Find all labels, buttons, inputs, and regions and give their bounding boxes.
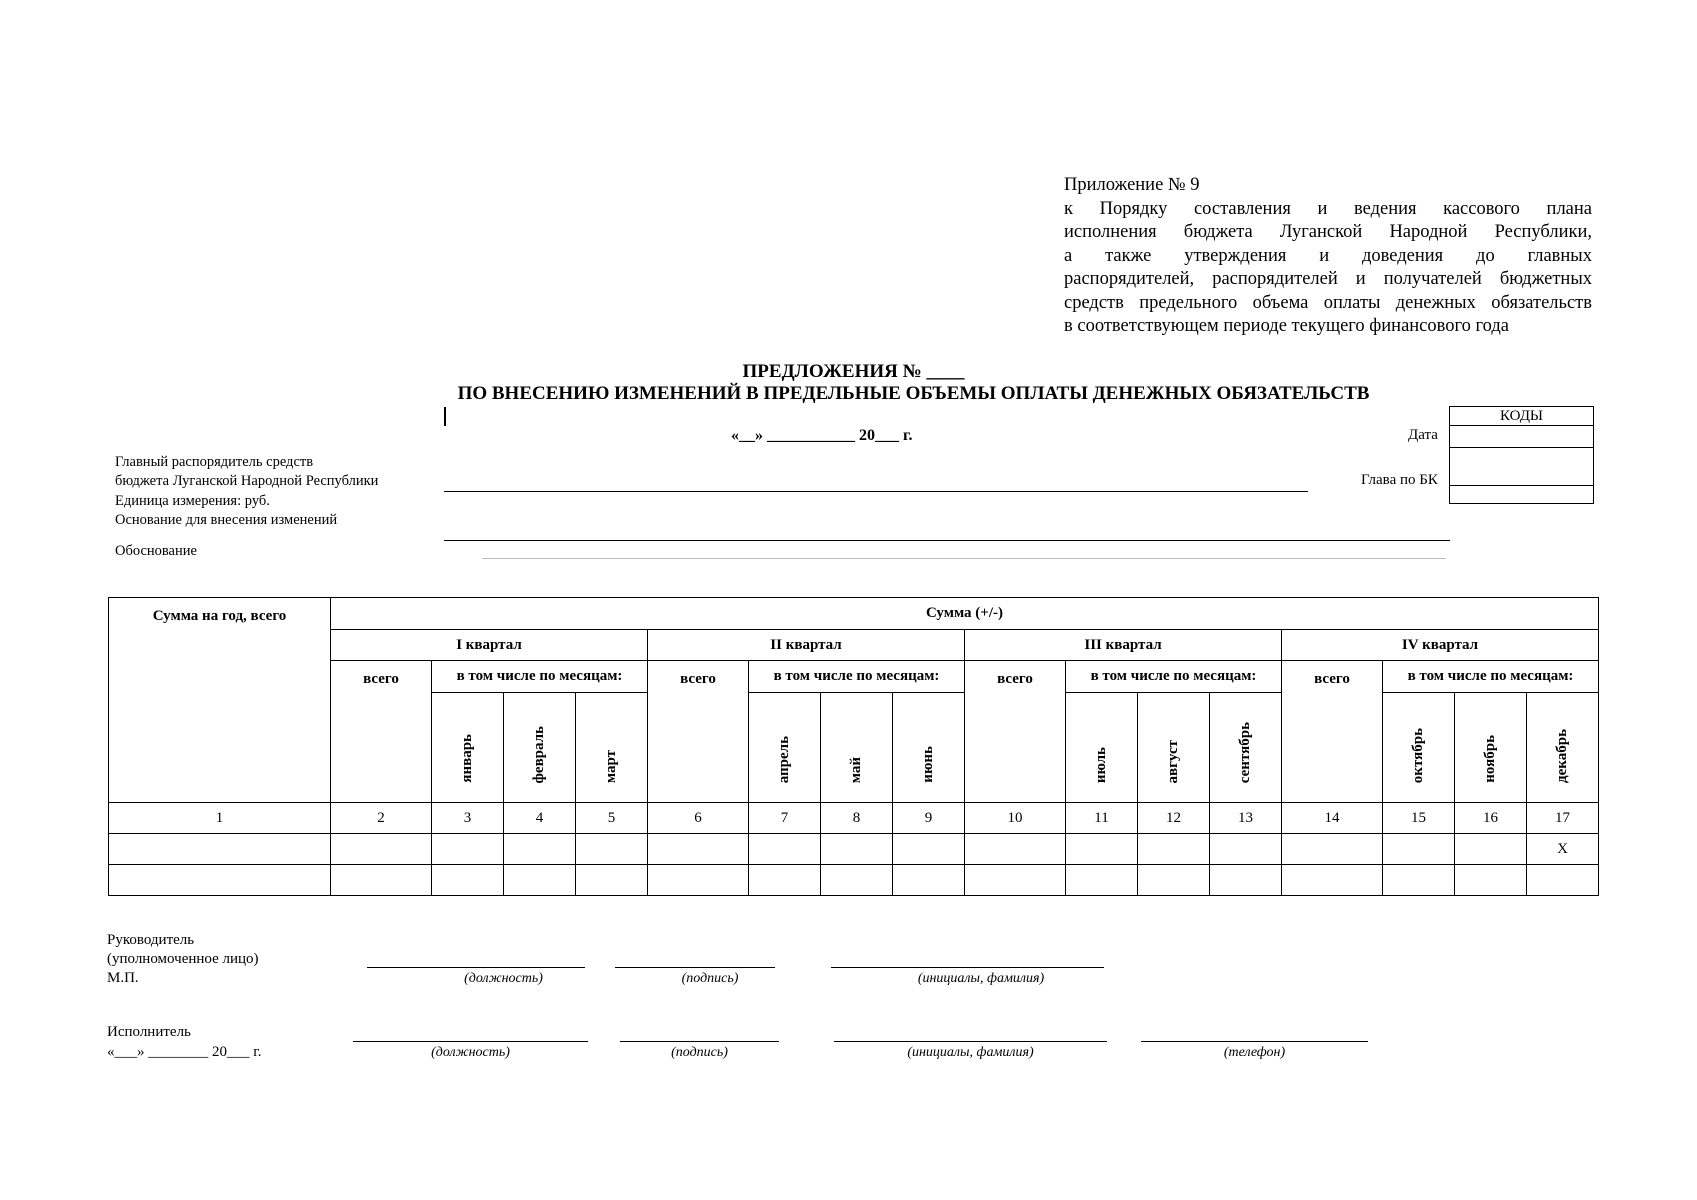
table-cell[interactable]: [576, 865, 648, 896]
unit-label: Единица измерения: руб.: [115, 493, 270, 509]
column-number: 13: [1210, 803, 1282, 834]
month-label: январь: [459, 734, 475, 783]
table-cell[interactable]: [432, 865, 504, 896]
column-number: 11: [1066, 803, 1138, 834]
table-cell[interactable]: [965, 834, 1066, 865]
table-cell[interactable]: [893, 834, 965, 865]
text-cursor: [444, 407, 446, 426]
codes-header: КОДЫ: [1450, 407, 1594, 426]
quarter-1-header: I квартал: [331, 630, 648, 661]
quarter-2-header: II квартал: [648, 630, 965, 661]
column-number: 10: [965, 803, 1066, 834]
executor-signature-caption: (подпись): [671, 1045, 728, 1060]
table-cell[interactable]: [1210, 865, 1282, 896]
month-header: [749, 693, 821, 803]
table-cell[interactable]: [648, 865, 749, 896]
executor-name-line[interactable]: [834, 1041, 1107, 1042]
document-date: «__» ___________ 20___ г.: [731, 427, 913, 444]
month-header: [1527, 693, 1599, 803]
column-number: 16: [1455, 803, 1527, 834]
month-label: декабрь: [1554, 729, 1570, 783]
justification-label: Обоснование: [115, 543, 197, 559]
table-cell[interactable]: [1210, 834, 1282, 865]
column-number: 6: [648, 803, 749, 834]
head-name-line[interactable]: [831, 967, 1104, 968]
executor-name-caption: (инициалы, фамилия): [907, 1045, 1034, 1060]
quarter-2-months-header: в том числе по месяцам:: [749, 661, 965, 693]
appendix-line: к Порядку составления и ведения кассового плана: [1064, 198, 1592, 219]
basis-input-line[interactable]: [444, 540, 1450, 541]
quarter-1-total: всего: [331, 661, 432, 803]
appendix-line: а также утверждения и доведения до главных: [1064, 245, 1592, 266]
column-number: 14: [1282, 803, 1383, 834]
document-subtitle: ПО ВНЕСЕНИЮ ИЗМЕНЕНИЙ В ПРЕДЕЛЬНЫЕ ОБЪЕМЫ ОПЛАТЫ ДЕНЕЖНЫХ ОБЯЗАТЕЛЬСТВ: [457, 383, 1370, 404]
head-position-line[interactable]: [367, 967, 585, 968]
table-cell[interactable]: [331, 834, 432, 865]
extra-code-cell[interactable]: [1450, 486, 1594, 504]
table-cell[interactable]: [1282, 865, 1383, 896]
table-cell[interactable]: [1383, 834, 1455, 865]
table-cell[interactable]: [432, 834, 504, 865]
executor-signature-line[interactable]: [620, 1041, 779, 1042]
month-label: апрель: [776, 735, 792, 783]
head-name-caption: (инициалы, фамилия): [917, 971, 1045, 986]
executor-label: Исполнитель: [107, 1024, 191, 1040]
december-mark-cell[interactable]: X: [1527, 834, 1599, 865]
executor-date: «___» ________ 20___ г.: [107, 1044, 262, 1060]
basis-label: Основание для внесения изменений: [115, 512, 338, 528]
column-number: 12: [1138, 803, 1210, 834]
month-header: [576, 693, 648, 803]
column-number: 15: [1383, 803, 1455, 834]
head-label: Руководитель: [107, 932, 195, 948]
month-header: [504, 693, 576, 803]
table-cell[interactable]: [1455, 865, 1527, 896]
table-cell[interactable]: [749, 834, 821, 865]
date-label: Дата: [1408, 427, 1438, 443]
month-label: сентябрь: [1237, 721, 1253, 783]
appendix-line: средств предельного объема оплаты денежных обязательств: [1064, 292, 1592, 313]
table-cell[interactable]: [1138, 834, 1210, 865]
table-cell[interactable]: [965, 865, 1066, 896]
month-header: [1383, 693, 1455, 803]
manager-input-line[interactable]: [444, 491, 1308, 492]
table-row: [109, 865, 1599, 896]
month-label: май: [848, 756, 864, 783]
month-label: февраль: [531, 725, 547, 783]
quarter-2-total: всего: [648, 661, 749, 803]
table-cell[interactable]: [821, 865, 893, 896]
month-label: март: [603, 749, 619, 783]
table-cell[interactable]: [1066, 834, 1138, 865]
table-row: [109, 834, 1599, 865]
table-cell[interactable]: [109, 865, 331, 896]
date-code-cell[interactable]: [1450, 426, 1594, 448]
month-header: [1210, 693, 1282, 803]
appendix-note: [1064, 174, 1592, 339]
appendix-number: Приложение № 9: [1064, 175, 1200, 195]
month-header: [1455, 693, 1527, 803]
appendix-line: исполнения бюджета Луганской Народной Республики,: [1064, 222, 1592, 242]
quarter-4-header: IV квартал: [1282, 630, 1599, 661]
head-position-caption: (должность): [464, 971, 543, 986]
sum-header: Сумма (+/-): [331, 598, 1599, 630]
executor-phone-line[interactable]: [1141, 1041, 1368, 1042]
appendix-line: распорядителей, распорядителей и получателей бюджетных: [1064, 269, 1592, 289]
column-number: 4: [504, 803, 576, 834]
head-sublabel: (уполномоченное лицо): [107, 951, 259, 967]
table-cell[interactable]: [648, 834, 749, 865]
table-cell[interactable]: [331, 865, 432, 896]
justification-input-line[interactable]: [482, 558, 1446, 559]
quarter-3-header: III квартал: [965, 630, 1282, 661]
codes-table: [1449, 406, 1594, 504]
column-number: 2: [331, 803, 432, 834]
month-header: [1066, 693, 1138, 803]
table-cell[interactable]: [1138, 865, 1210, 896]
executor-position-line[interactable]: [353, 1041, 588, 1042]
head-signature-line[interactable]: [615, 967, 775, 968]
month-header: [893, 693, 965, 803]
head-signature-caption: (подпись): [681, 971, 739, 986]
quarter-1-months-header: в том числе по месяцам:: [432, 661, 648, 693]
column-number: 7: [749, 803, 821, 834]
appendix-line: в соответствующем периоде текущего финансового года: [1064, 316, 1509, 336]
table-cell[interactable]: [1066, 865, 1138, 896]
document-title: ПРЕДЛОЖЕНИЯ № ____: [742, 361, 965, 382]
month-label: ноябрь: [1482, 735, 1498, 783]
manager-label-1: Главный распорядитель средств: [115, 454, 314, 470]
column-number: 1: [109, 803, 331, 834]
month-header: [821, 693, 893, 803]
chapter-code-cell[interactable]: [1450, 448, 1594, 486]
quarter-4-total: всего: [1282, 661, 1383, 803]
annual-total-header: Сумма на год, всего: [109, 598, 331, 803]
limits-table: [108, 597, 1599, 896]
column-number: 3: [432, 803, 504, 834]
month-label: август: [1165, 739, 1181, 783]
table-cell[interactable]: [504, 865, 576, 896]
table-cell[interactable]: [504, 834, 576, 865]
quarter-3-total: всего: [965, 661, 1066, 803]
column-number: 17: [1527, 803, 1599, 834]
column-number: 8: [821, 803, 893, 834]
manager-label-2: бюджета Луганской Народной Республики: [115, 473, 379, 489]
executor-phone-caption: (телефон): [1223, 1045, 1286, 1060]
month-label: октябрь: [1410, 727, 1426, 783]
column-number: 9: [893, 803, 965, 834]
month-label: июнь: [920, 746, 936, 783]
executor-position-caption: (должность): [431, 1045, 510, 1060]
month-header: [1138, 693, 1210, 803]
table-cell[interactable]: [1527, 865, 1599, 896]
table-cell[interactable]: [821, 834, 893, 865]
table-cell[interactable]: [1455, 834, 1527, 865]
table-cell[interactable]: [749, 865, 821, 896]
table-cell[interactable]: [1282, 834, 1383, 865]
stamp-label: М.П.: [107, 970, 139, 986]
chapter-label: Глава по БК: [1361, 472, 1438, 488]
table-cell[interactable]: [1383, 865, 1455, 896]
table-cell[interactable]: [109, 834, 331, 865]
month-label: июль: [1093, 746, 1109, 783]
quarter-4-months-header: в том числе по месяцам:: [1383, 661, 1599, 693]
quarter-3-months-header: в том числе по месяцам:: [1066, 661, 1282, 693]
table-cell[interactable]: [576, 834, 648, 865]
column-number: 5: [576, 803, 648, 834]
month-header: [432, 693, 504, 803]
table-cell[interactable]: [893, 865, 965, 896]
column-number-row: [109, 803, 1599, 834]
